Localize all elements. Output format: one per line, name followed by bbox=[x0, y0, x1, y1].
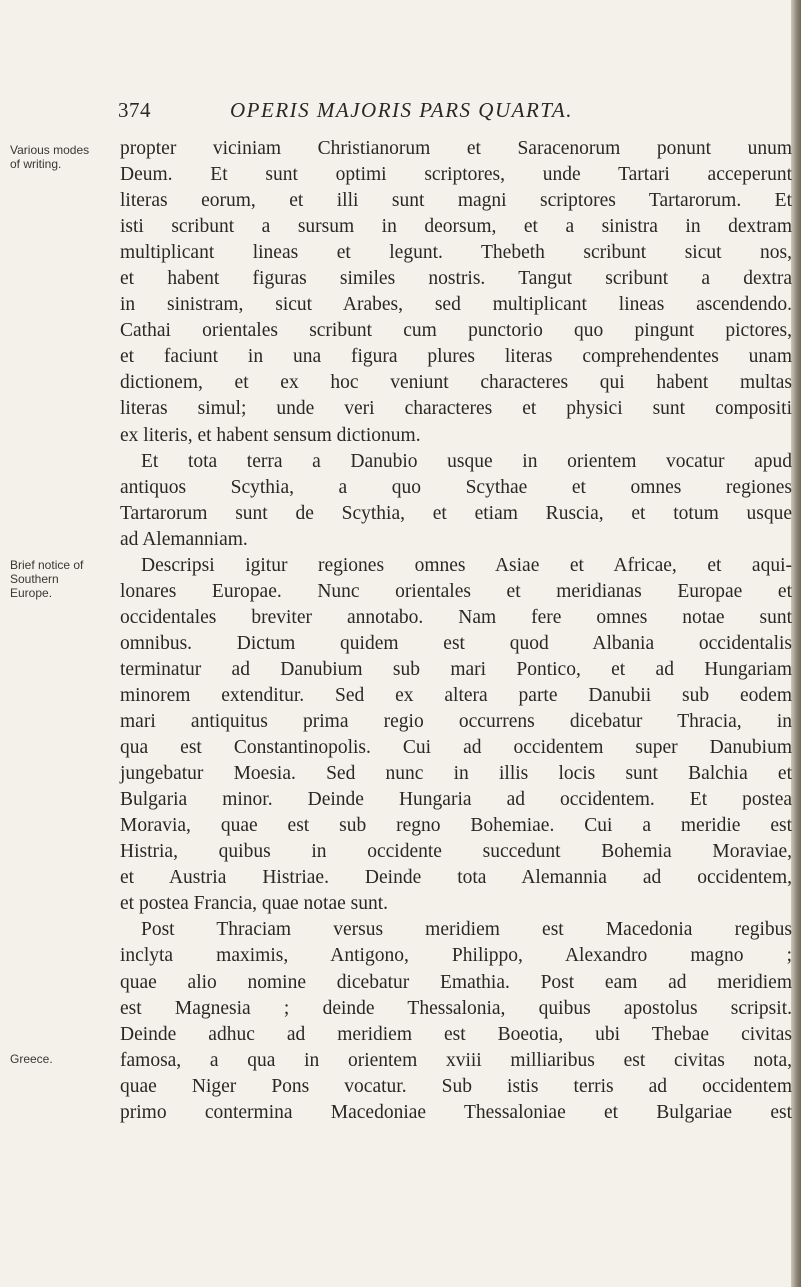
text-line: antiquos Scythia, a quo Scythae et omnes regiones bbox=[120, 476, 792, 498]
text-line: quae alio nomine dicebatur Emathia. Post eam ad meridiem bbox=[120, 971, 792, 993]
text-line: et habent figuras similes nostris. Tangut scribunt a dextra bbox=[120, 268, 792, 290]
text-line: primo contermina Macedoniae Thessaloniae et Bulgariae est bbox=[120, 1101, 792, 1123]
text-line: Et tota terra a Danubio usque in orientem vocatur apud bbox=[141, 450, 792, 472]
text-line: Moravia, quae est sub regno Bohemiae. Cui a meridie est bbox=[120, 815, 792, 837]
page-number: 374 bbox=[118, 98, 151, 122]
text-line: literas eorum, et illi sunt magni scriptores Tartarorum. Et bbox=[120, 190, 792, 212]
text-line: minorem extenditur. Sed ex altera parte Danubii sub eodem bbox=[120, 684, 792, 706]
text-line: qua est Constantinopolis. Cui ad occidentem super Danubium bbox=[120, 737, 792, 759]
text-line: quae Niger Pons vocatur. Sub istis terris ad occidentem bbox=[120, 1075, 792, 1097]
text-line: occidentales breviter annotabo. Nam fere omnes notae sunt bbox=[120, 606, 792, 628]
text-line: mari antiquitus prima regio occurrens dicebatur Thracia, in bbox=[120, 711, 792, 733]
margin-note: Greece. bbox=[10, 1052, 53, 1066]
margin-note: Brief notice of Southern Europe. bbox=[10, 558, 84, 600]
text-line: famosa, a qua in orientem xviii milliaribus est civitas nota, bbox=[120, 1049, 792, 1071]
text-line: Deinde adhuc ad meridiem est Boeotia, ubi Thebae civitas bbox=[120, 1023, 792, 1045]
text-line: multiplicant lineas et legunt. Thebeth scribunt sicut nos, bbox=[120, 242, 792, 264]
text-line: dictionem, et ex hoc veniunt characteres qui habent multas bbox=[120, 372, 792, 394]
text-line: Cathai orientales scribunt cum punctorio quo pingunt pictores, bbox=[120, 320, 792, 342]
text-line: et postea Francia, quae notae sunt. bbox=[120, 893, 389, 915]
text-line: ad Alemanniam. bbox=[120, 528, 248, 550]
text-line: et faciunt in una figura plures literas comprehendentes unam bbox=[120, 346, 792, 368]
text-line: literas simul; unde veri characteres et physici sunt compositi bbox=[120, 398, 792, 420]
text-line: et Austria Histriae. Deinde tota Alemannia ad occidentem, bbox=[120, 867, 792, 889]
text-line: est Magnesia ; deinde Thessalonia, quibus apostolus scripsit. bbox=[120, 997, 792, 1019]
text-line: terminatur ad Danubium sub mari Pontico, et ad Hungariam bbox=[120, 658, 792, 680]
text-line: Post Thraciam versus meridiem est Macedonia regibus bbox=[141, 919, 792, 941]
page-header bbox=[0, 98, 801, 128]
body-text bbox=[120, 136, 792, 1126]
text-line: in sinistram, sicut Arabes, sed multiplicant lineas ascendendo. bbox=[120, 294, 792, 316]
text-line: Histria, quibus in occidente succedunt Bohemia Moraviae, bbox=[120, 841, 792, 863]
text-line: Bulgaria minor. Deinde Hungaria ad occidentem. Et postea bbox=[120, 789, 792, 811]
text-line: propter viciniam Christianorum et Saracenorum ponunt unum bbox=[120, 138, 792, 159]
text-line: Deum. Et sunt optimi scriptores, unde Tartari acceperunt bbox=[120, 164, 792, 186]
text-line: lonares Europae. Nunc orientales et meridianas Europae et bbox=[120, 580, 792, 602]
text-line: inclyta maximis, Antigono, Philippo, Alexandro magno ; bbox=[120, 945, 792, 967]
text-line: Tartarorum sunt de Scythia, et etiam Ruscia, et totum usque bbox=[120, 502, 792, 524]
running-title: OPERIS MAJORIS PARS QUARTA. bbox=[230, 98, 573, 122]
text-line: isti scribunt a sursum in deorsum, et a sinistra in dextram bbox=[120, 216, 792, 238]
margin-note: Various modes of writing. bbox=[10, 143, 90, 171]
page-edge-shadow bbox=[791, 0, 801, 1287]
text-line: ex literis, et habent sensum dictionum. bbox=[120, 424, 421, 446]
text-line: Descripsi igitur regiones omnes Asiae et Africae, et aqui- bbox=[141, 554, 792, 576]
text-line: jungebatur Moesia. Sed nunc in illis locis sunt Balchia et bbox=[120, 763, 792, 785]
text-line: omnibus. Dictum quidem est quod Albania occidentalis bbox=[120, 632, 792, 654]
